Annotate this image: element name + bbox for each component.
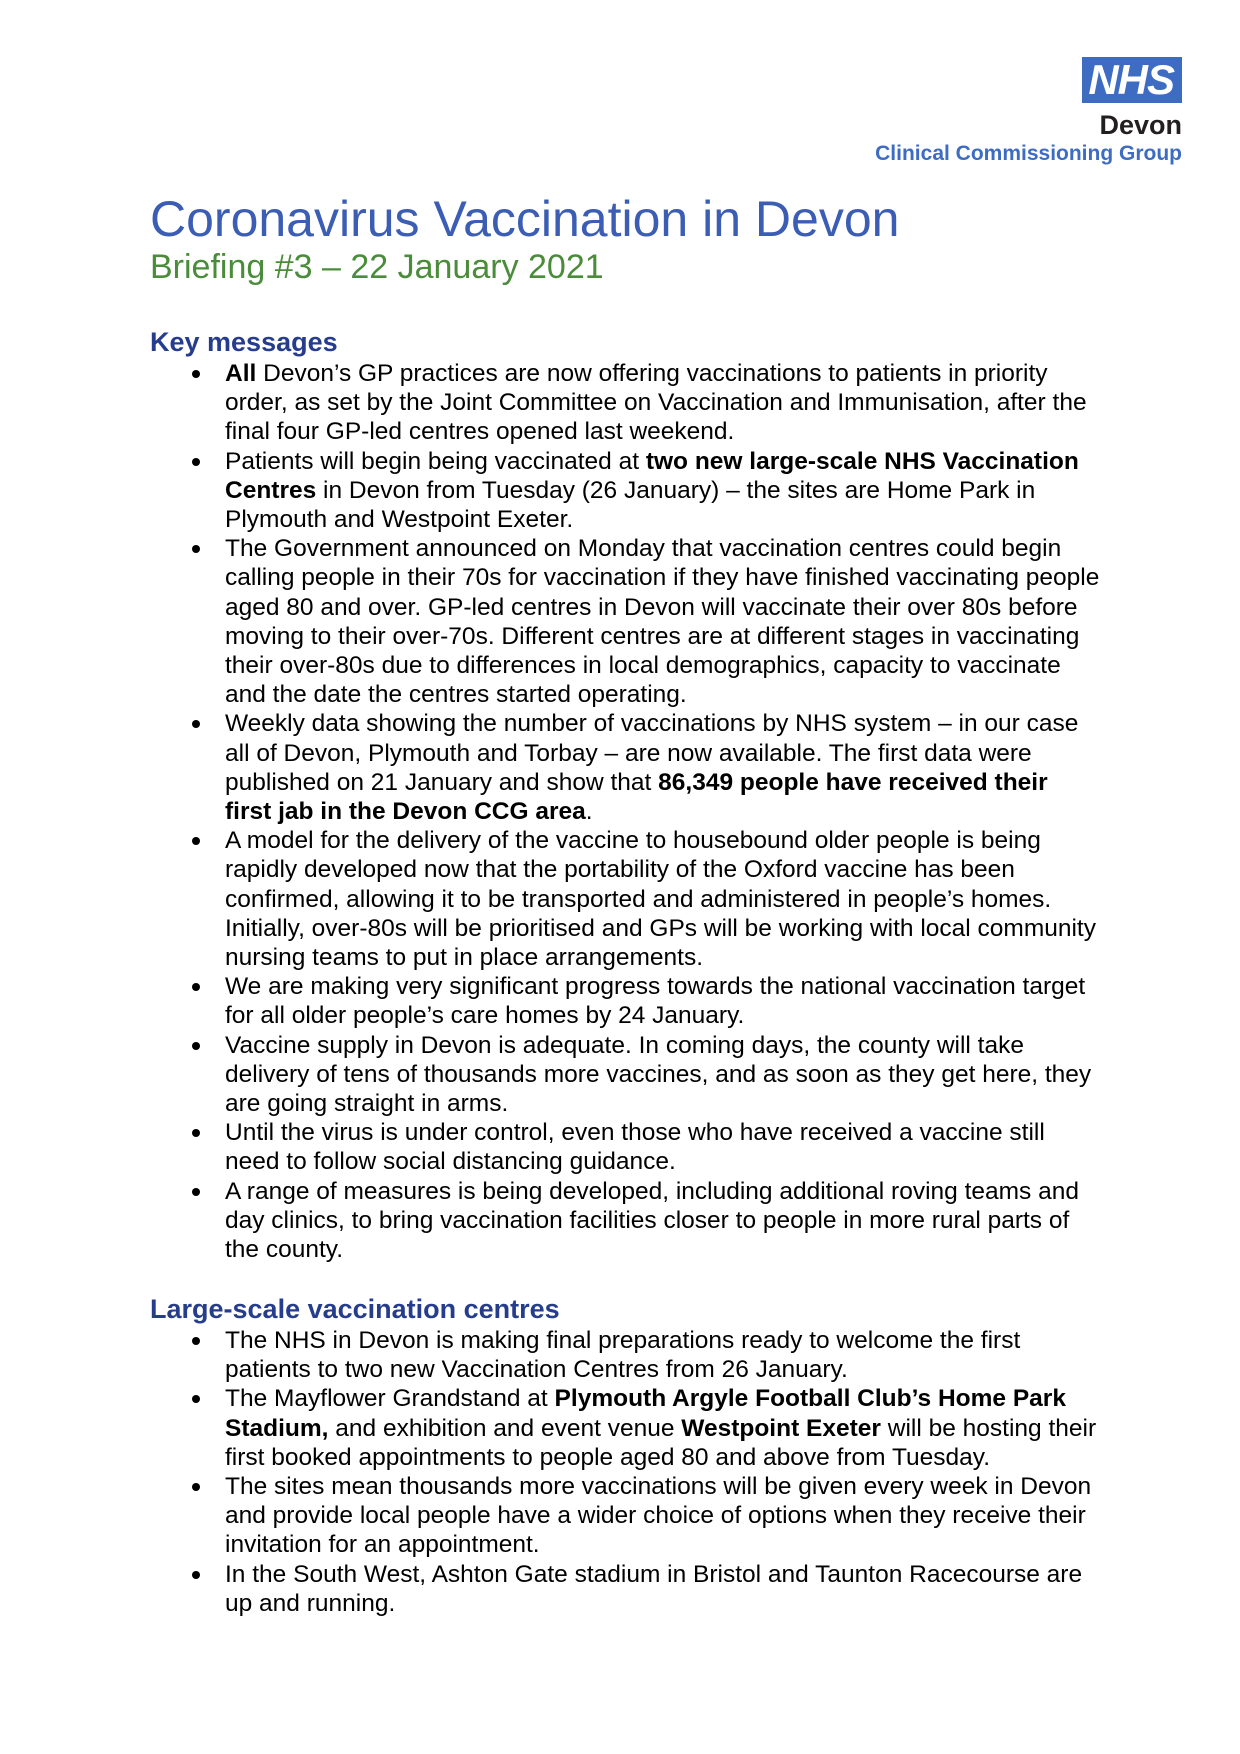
bullet-icon — [192, 837, 200, 845]
bullet-icon — [192, 1042, 200, 1050]
bullet-list — [150, 1326, 1100, 1618]
list-item: The Government announced on Monday that vaccination centres could begin calling people in their 70s for vaccination if they have finished vaccinating people aged 80 and over. GP-led centres in Devon will vaccinate their over 80s before moving to their over-70s. Different centres are at different stages in vaccinating their over-80s due to differences in local demographics, capacity to vaccinate and the date the centres started operating. — [150, 534, 1100, 709]
bullet-icon — [192, 983, 200, 991]
page-subtitle: Briefing #3 – 22 January 2021 — [150, 248, 604, 286]
bullet-icon — [192, 370, 200, 378]
bullet-icon — [192, 1129, 200, 1137]
list-item: A model for the delivery of the vaccine to housebound older people is being rapidly developed now that the portability of the Oxford vaccine has been confirmed, allowing it to be transported and administered in people’s homes. Initially, over-80s will be prioritised and GPs will be working with local community nursing teams to put in place arrangements. — [150, 826, 1100, 972]
list-item: Vaccine supply in Devon is adequate. In coming days, the county will take delivery of tens of thousands more vaccines, and as soon as they get here, they are going straight in arms. — [150, 1031, 1100, 1119]
list-item: Weekly data showing the number of vaccinations by NHS system – in our case all of Devon, Plymouth and Torbay – are now available. The first data were published on 21 January and show that 86,349 people have received their first jab in the Devon CCG area. — [150, 709, 1100, 826]
list-item: The sites mean thousands more vaccinations will be given every week in Devon and provide local people have a wider choice of options when they receive their invitation for an appointment. — [150, 1472, 1100, 1560]
list-item: Patients will begin being vaccinated at two new large-scale NHS Vaccination Centres in Devon from Tuesday (26 January) – the sites are Home Park in Plymouth and Westpoint Exeter. — [150, 447, 1100, 535]
bullet-icon — [192, 1188, 200, 1196]
section-key-messages — [150, 325, 1100, 1264]
bullet-icon — [192, 1483, 200, 1491]
bullet-icon — [192, 458, 200, 466]
section-heading: Large-scale vaccination centres — [150, 1294, 560, 1324]
list-item: We are making very significant progress towards the national vaccination target for all older people’s care homes by 24 January. — [150, 972, 1100, 1030]
nhs-logo-box: NHS — [1082, 57, 1182, 103]
logo-org-name: Devon — [1099, 110, 1182, 140]
section-heading: Key messages — [150, 327, 338, 357]
list-item: The NHS in Devon is making final preparations ready to welcome the first patients to two new Vaccination Centres from 26 January. — [150, 1326, 1100, 1384]
nhs-devon-ccg-logo — [875, 57, 1182, 167]
list-item: The Mayflower Grandstand at Plymouth Argyle Football Club’s Home Park Stadium, and exhibition and event venue Westpoint Exeter will be hosting their first booked appointments to people aged 80 and above from Tuesday. — [150, 1384, 1100, 1472]
list-item: All Devon’s GP practices are now offering vaccinations to patients in priority order, as set by the Joint Committee on Vaccination and Immunisation, after the final four GP-led centres opened last weekend. — [150, 359, 1100, 447]
bullet-list — [150, 359, 1100, 1264]
section-large-scale-centres — [150, 1292, 1100, 1618]
bullet-icon — [192, 1571, 200, 1579]
bullet-icon — [192, 545, 200, 553]
bullet-icon — [192, 1395, 200, 1403]
list-item: In the South West, Ashton Gate stadium in Bristol and Taunton Racecourse are up and running. — [150, 1560, 1100, 1618]
list-item: Until the virus is under control, even those who have received a vaccine still need to follow social distancing guidance. — [150, 1118, 1100, 1176]
list-item: A range of measures is being developed, including additional roving teams and day clinics, to bring vaccination facilities closer to people in more rural parts of the county. — [150, 1177, 1100, 1265]
bullet-icon — [192, 720, 200, 728]
logo-group-name: Clinical Commissioning Group — [875, 142, 1182, 165]
page-title: Coronavirus Vaccination in Devon — [150, 191, 900, 247]
bullet-icon — [192, 1337, 200, 1345]
